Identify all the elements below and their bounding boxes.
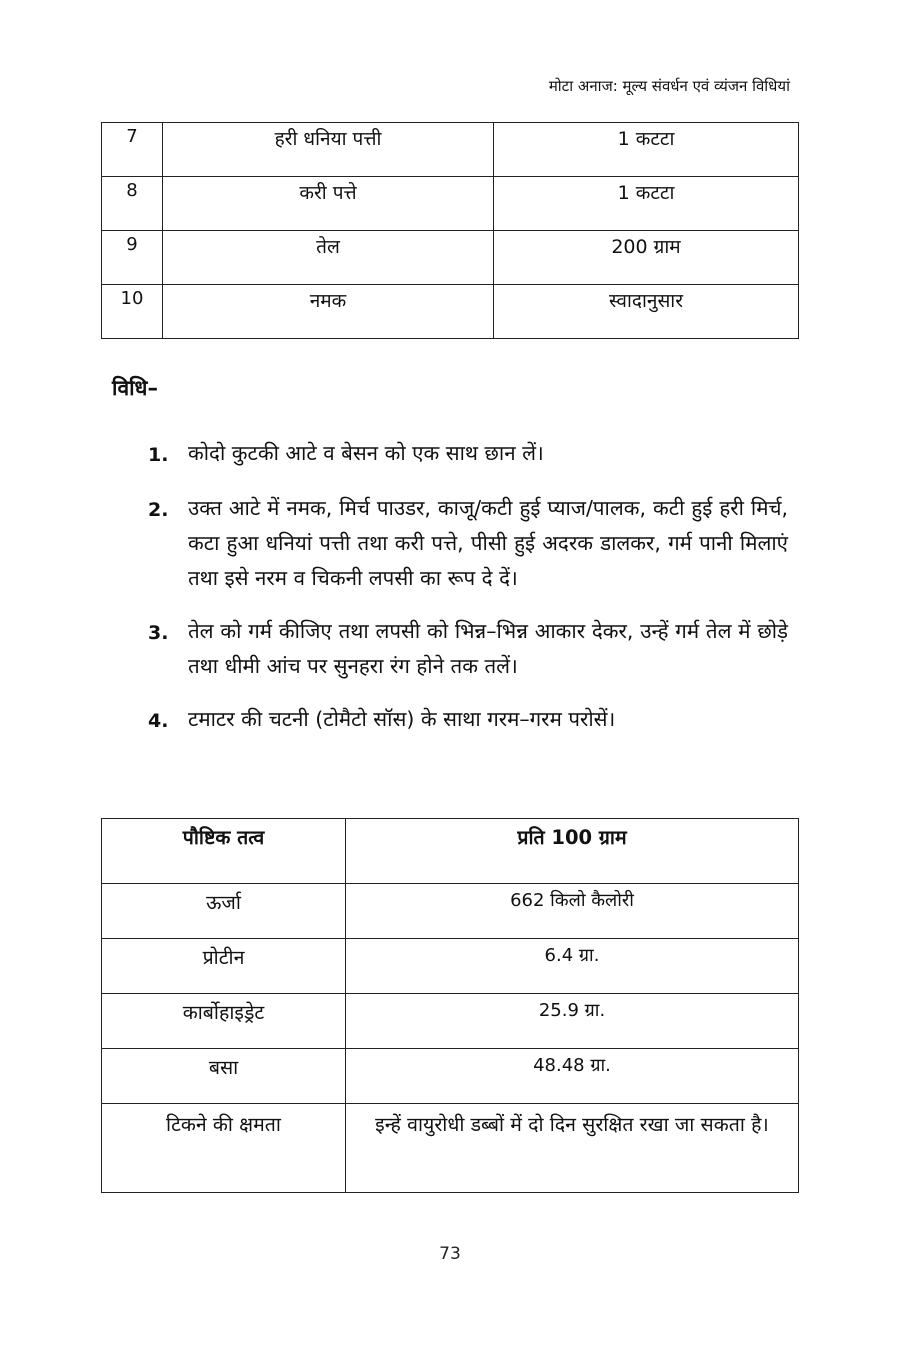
list-item (148, 491, 788, 596)
nutrition-table (101, 818, 799, 1193)
nutrient-name: कार्बोहाइड्रेट (102, 994, 346, 1049)
ingredient-number: 9 (102, 231, 163, 285)
table-row (102, 1104, 799, 1193)
table-row (102, 939, 799, 994)
page-number: 73 (439, 1244, 461, 1264)
ingredient-quantity: 1 कटटा (494, 177, 799, 231)
nutrient-name: बसा (102, 1049, 346, 1104)
table-row (102, 1049, 799, 1104)
ingredient-name: नमक (163, 285, 494, 339)
nutrient-value: 25.9 ग्रा. (346, 994, 799, 1049)
nutrient-value: 6.4 ग्रा. (346, 939, 799, 994)
step-number: 4. (148, 710, 169, 732)
step-text: टमाटर की चटनी (टोमैटो सॉस) के साथा गरम–गरम परोसें। (188, 707, 616, 731)
table-row (102, 884, 799, 939)
step-text: तेल को गर्म कीजिए तथा लपसी को भिन्न–भिन्न आकार देकर, उन्हें गर्म तेल में छोड़े तथा धीमी आंच पर सुनहरा रंग होने तक तलें। (188, 619, 788, 678)
nutrient-name: टिकने की क्षमता (102, 1104, 346, 1193)
list-item (148, 702, 788, 739)
ingredient-quantity: स्वादानुसार (494, 285, 799, 339)
table-row (102, 285, 799, 339)
table-row (102, 994, 799, 1049)
nutrient-value: 662 किलो कैलोरी (346, 884, 799, 939)
list-item (148, 614, 788, 684)
ingredient-name: हरी धनिया पत्ती (163, 123, 494, 177)
table-header-row (102, 819, 799, 884)
ingredient-name: तेल (163, 231, 494, 285)
table-row (102, 177, 799, 231)
list-item (148, 436, 788, 473)
step-number: 2. (148, 499, 169, 521)
ingredient-quantity: 1 कटटा (494, 123, 799, 177)
nutrient-value: 48.48 ग्रा. (346, 1049, 799, 1104)
step-text: उक्त आटे में नमक, मिर्च पाउडर, काजू/कटी हुई प्याज/पालक, कटी हुई हरी मिर्च, कटा हुआ धनियां पत्ती तथा करी पत्ते, पीसी हुई अदरक डालकर, गर्म पानी मिलाएं तथा इसे नरम व चिकनी लपसी का रूप दे दें। (188, 496, 788, 590)
column-header-per-100g: प्रति 100 ग्राम (346, 819, 799, 884)
method-steps (148, 436, 788, 757)
table-row (102, 123, 799, 177)
nutrient-name: ऊर्जा (102, 884, 346, 939)
nutrient-name: प्रोटीन (102, 939, 346, 994)
ingredients-table (101, 122, 799, 339)
ingredient-quantity: 200 ग्राम (494, 231, 799, 285)
table-row (102, 231, 799, 285)
step-number: 1. (148, 444, 169, 466)
ingredient-name: करी पत्ते (163, 177, 494, 231)
step-text: कोदो कुटकी आटे व बेसन को एक साथ छान लें। (188, 441, 544, 465)
ingredient-number: 10 (102, 285, 163, 339)
nutrient-value: इन्हें वायुरोधी डब्बों में दो दिन सुरक्षित रखा जा सकता है। (346, 1104, 799, 1193)
ingredient-number: 8 (102, 177, 163, 231)
ingredient-number: 7 (102, 123, 163, 177)
running-header: मोटा अनाज: मूल्य संवर्धन एवं व्यंजन विधियां (548, 77, 790, 95)
step-number: 3. (148, 622, 169, 644)
column-header-nutrient: पौष्टिक तत्व (102, 819, 346, 884)
method-heading: विधि– (112, 376, 158, 400)
